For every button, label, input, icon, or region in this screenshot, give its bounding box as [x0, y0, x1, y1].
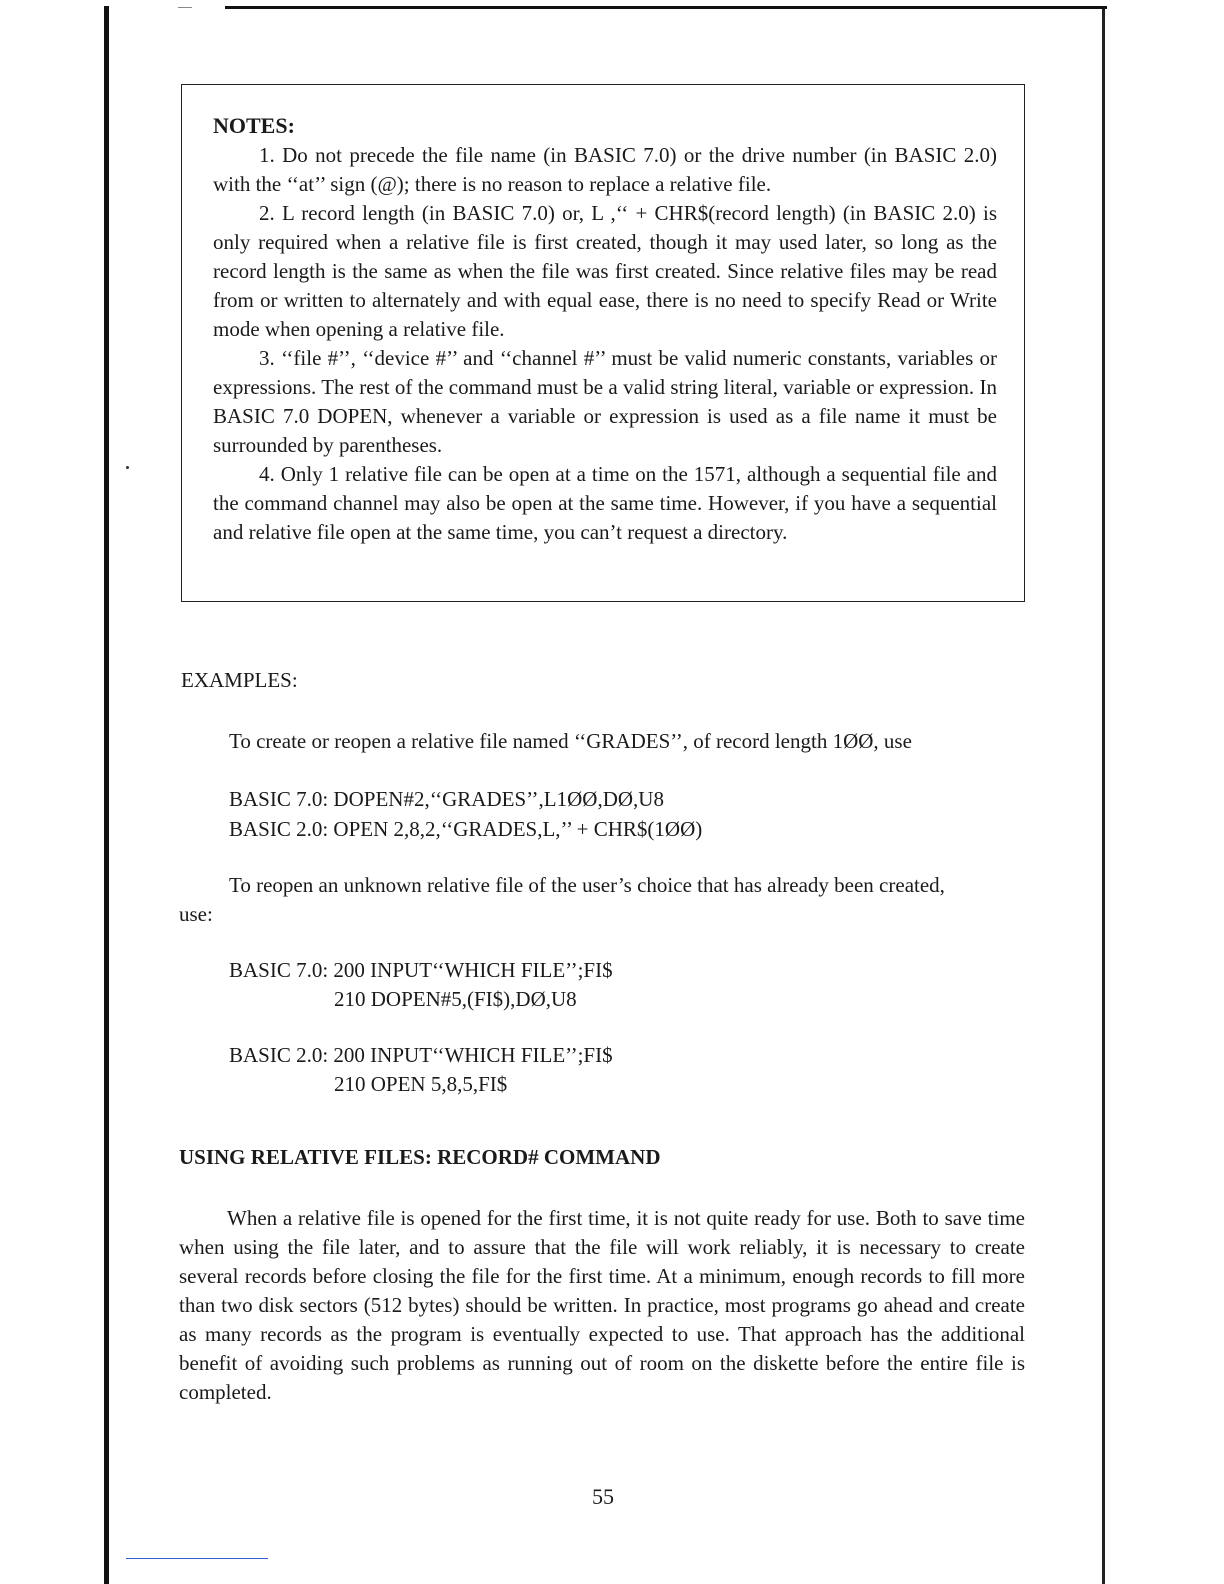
code-line: BASIC 2.0: OPEN 2,8,2,‘‘GRADES,L,’’ + CHR$(1ØØ)	[229, 817, 703, 841]
notes-heading: NOTES:	[213, 113, 295, 138]
page-edge-left	[104, 6, 109, 1584]
notes-box	[181, 84, 1025, 602]
example-intro-2-cont: use:	[179, 902, 213, 926]
scan-speck	[126, 466, 129, 469]
note-1: 1. Do not precede the file name (in BASIC 7.0) or the drive number (in BASIC 2.0) with the ‘‘at’’ sign (@); there is no reason to replace a relative file.	[213, 143, 997, 196]
section-heading: USING RELATIVE FILES: RECORD# COMMAND	[179, 1145, 661, 1169]
top-tick-mark	[178, 7, 192, 8]
code-line: 210 DOPEN#5,(FI$),DØ,U8	[229, 987, 577, 1011]
note-4: 4. Only 1 relative file can be open at a time on the 1571, although a sequential file and the command channel may also be open at the same time. However, if you have a sequential and relative file open at the same time, you can’t request a directory.	[213, 462, 997, 544]
note-3: 3. ‘‘file #’’, ‘‘device #’’ and ‘‘channel #’’ must be valid numeric constants, variables or expressions. The rest of the command must be a valid string literal, variable or expression. In BASIC 7.0 DOPEN, whenever a variable or expression is used as a file name it must be surrounded by parentheses.	[213, 346, 997, 457]
section-body: When a relative file is opened for the first time, it is not quite ready for use. Both to save time when using the file later, and to assure that the file will work reliably, it is necessary to create several records before closing the file for the first time. At a minimum, enough records to fill more than two disk sectors (512 bytes) should be written. In practice, most programs go ahead and create as many records as the program is eventually expected to use. That approach has the additional benefit of avoiding such problems as running out of room on the diskette before the entire file is completed.	[179, 1206, 1025, 1404]
code-line: 210 OPEN 5,8,5,FI$	[229, 1072, 508, 1096]
examples-heading: EXAMPLES:	[181, 668, 298, 692]
notes-content	[213, 107, 997, 547]
code-line: BASIC 7.0: DOPEN#2,‘‘GRADES’’,L1ØØ,DØ,U8	[229, 787, 664, 811]
page-edge-right	[1102, 8, 1105, 1584]
example-intro-2: To reopen an unknown relative file of the user’s choice that has already been created,	[229, 873, 945, 897]
page-number: 55	[592, 1484, 614, 1509]
example-intro-1: To create or reopen a relative file named ‘‘GRADES’’, of record length 1ØØ, use	[229, 729, 912, 753]
bottom-rule	[126, 1558, 268, 1559]
code-line: BASIC 2.0: 200 INPUT‘‘WHICH FILE’’;FI$	[229, 1043, 613, 1067]
top-rule	[225, 6, 1107, 9]
note-2: 2. L record length (in BASIC 7.0) or, L ,‘‘ + CHR$(record length) (in BASIC 2.0) is only required when a relative file is first created, though it may used later, so long as the record length is the same as when the file was first created. Since relative files may be read from or written to alternately and with equal ease, there is no need to specify Read or Write mode when opening a relative file.	[213, 201, 997, 341]
code-line: BASIC 7.0: 200 INPUT‘‘WHICH FILE’’;FI$	[229, 958, 613, 982]
